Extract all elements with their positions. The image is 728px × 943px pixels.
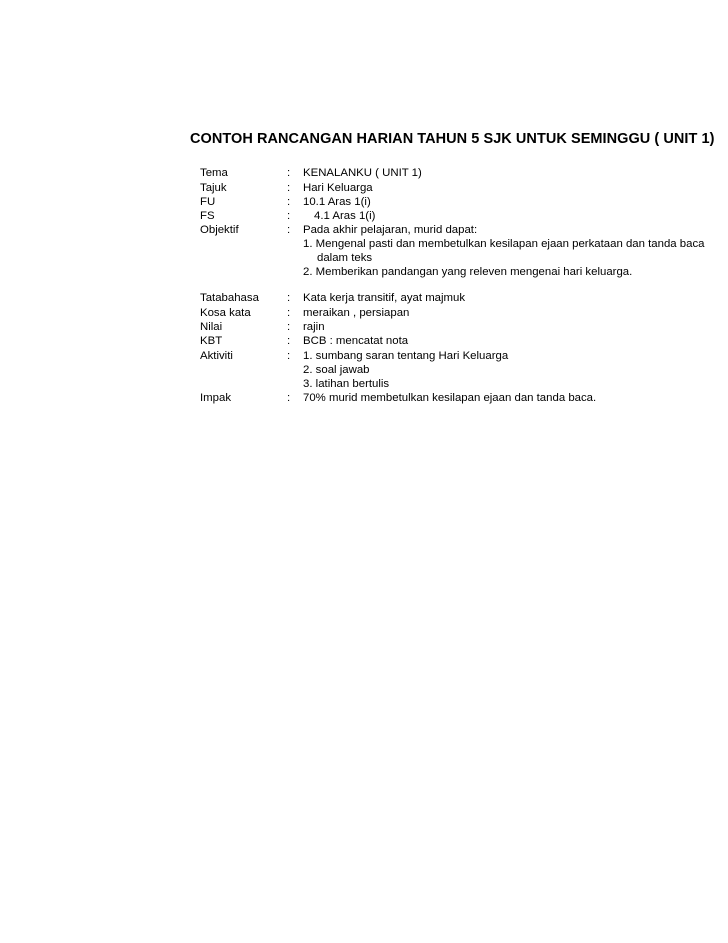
objektif-line-text: 1. Mengenal pasti dan membetulkan kesilapan ejaan perkataan dan tanda baca: [303, 238, 705, 250]
field-label-fu: FU: [200, 196, 216, 208]
field-value-fu: 10.1 Aras 1(i): [303, 196, 371, 208]
field-colon: :: [287, 335, 291, 347]
field-value-aktiviti: 1. sumbang saran tentang Hari Keluarga: [303, 350, 509, 362]
field-colon: :: [287, 182, 291, 194]
field-colon: :: [287, 321, 291, 333]
field-value-objektif: Pada akhir pelajaran, murid dapat:: [303, 224, 478, 236]
field-label-kosa-kata: Kosa kata: [200, 307, 251, 319]
field-label-nilai: Nilai: [200, 321, 223, 333]
field-colon: :: [287, 210, 291, 222]
document-title: CONTOH RANCANGAN HARIAN TAHUN 5 SJK UNTUK SEMINGGU ( UNIT 1): [190, 131, 715, 147]
field-colon: :: [287, 292, 291, 304]
objektif-line-text: dalam teks: [317, 252, 373, 264]
field-label-impak: Impak: [200, 392, 232, 404]
field-value-impak: 70% murid membetulkan kesilapan ejaan dan tanda baca.: [303, 392, 597, 404]
field-colon: :: [287, 196, 291, 208]
field-value-tajuk: Hari Keluarga: [303, 182, 373, 194]
field-colon: :: [287, 350, 291, 362]
field-label-objektif: Objektif: [200, 224, 239, 236]
field-value-tatabahasa: Kata kerja transitif, ayat majmuk: [303, 292, 466, 304]
field-label-tajuk: Tajuk: [200, 182, 227, 194]
field-colon: :: [287, 224, 291, 236]
aktiviti-line-text: 3. latihan bertulis: [303, 378, 390, 390]
field-label-aktiviti: Aktiviti: [200, 350, 233, 362]
field-colon: :: [287, 392, 291, 404]
field-value-fs: 4.1 Aras 1(i): [314, 210, 376, 222]
field-value-tema: KENALANKU ( UNIT 1): [303, 167, 422, 179]
field-value-kosa-kata: meraikan , persiapan: [303, 307, 410, 319]
objektif-line-text: 2. Memberikan pandangan yang releven mengenai hari keluarga.: [303, 266, 633, 278]
aktiviti-line-text: 2. soal jawab: [303, 364, 370, 376]
field-colon: :: [287, 167, 291, 179]
field-value-kbt: BCB : mencatat nota: [303, 335, 409, 347]
field-label-kbt: KBT: [200, 335, 223, 347]
field-label-tema: Tema: [200, 167, 228, 179]
field-value-nilai: rajin: [303, 321, 325, 333]
field-label-fs: FS: [200, 210, 215, 222]
field-label-tatabahasa: Tatabahasa: [200, 292, 259, 304]
field-colon: :: [287, 307, 291, 319]
